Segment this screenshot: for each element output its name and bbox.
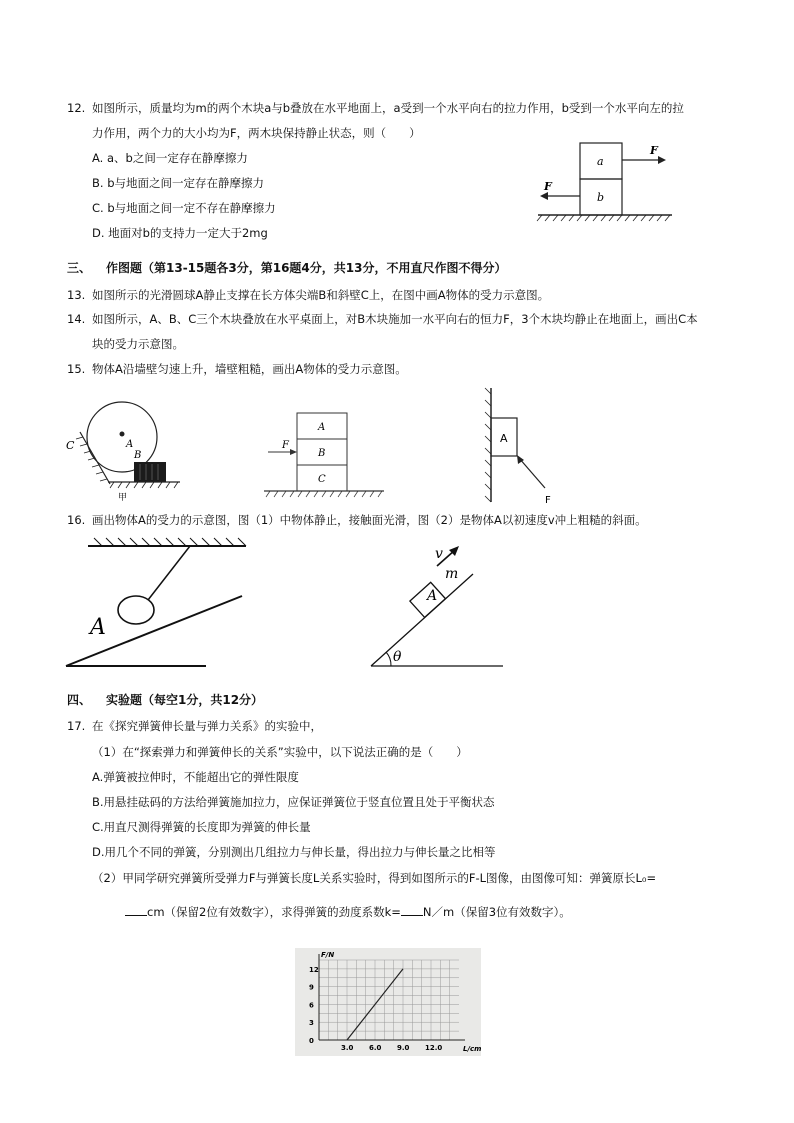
ball-a-label: A — [126, 439, 134, 450]
fl-chart — [295, 948, 481, 1056]
fig14-figure — [262, 410, 392, 500]
q17-number: 17. — [67, 719, 86, 733]
q17-sub2-line2 — [125, 905, 571, 919]
block-b — [134, 462, 166, 482]
q12-figure — [530, 138, 680, 228]
q12-option-b: B. b与地面之间一定存在静摩擦力 — [92, 176, 264, 190]
q17-intro: 在《探究弹簧伸长量与弹力关系》的实验中， — [92, 719, 322, 733]
force-right-head — [658, 156, 666, 164]
q14-line2: 块的受力示意图。 — [92, 337, 184, 351]
theta-arc — [386, 652, 391, 666]
q12-option-d: D. 地面对b的支持力一定大于2mg — [92, 226, 268, 240]
blank-k[interactable] — [401, 905, 423, 916]
q17-option-d: D.用几个不同的弹簧，分别测出几组拉力与伸长量，得出拉力与伸长量之比相等 — [92, 845, 496, 859]
fig13-figure — [60, 392, 190, 502]
fig16b-figure — [365, 542, 515, 672]
q12-option-c: C. b与地面之间一定不存在静摩擦力 — [92, 201, 276, 215]
rope — [148, 546, 190, 600]
y-axis-label: F/N — [321, 951, 335, 959]
force-left-head — [540, 192, 548, 200]
force-f-label: F — [545, 495, 551, 506]
q14-number: 14. — [67, 312, 86, 326]
fig15-figure — [475, 386, 565, 506]
block-b-label: B — [134, 450, 142, 461]
x-tick-label: 12.0 — [425, 1044, 443, 1052]
q17-option-a: A.弹簧被拉伸时，不能超出它的弹性限度 — [92, 770, 299, 784]
q17-sub2-b: N／m（保留3位有效数字）。 — [422, 905, 571, 919]
q16-text: 画出物体A的受力的示意图，图（1）中物体静止，接触面光滑，图（2）是物体A以初速度v冲上粗糙的斜面。 — [92, 513, 647, 527]
q12-number: 12. — [67, 101, 86, 115]
block-a-label: A — [500, 432, 508, 445]
fig16a-figure — [62, 536, 242, 676]
q17-option-c: C.用直尺测得弹簧的长度即为弹簧的伸长量 — [92, 820, 311, 834]
y-tick-label: 9 — [309, 983, 314, 992]
force-right-label: F — [650, 144, 658, 157]
section4-title: 实验题（每空1分，共12分） — [106, 693, 264, 707]
force-left-label: F — [544, 180, 552, 193]
block-a-label: A — [427, 588, 438, 604]
ball-a — [118, 596, 154, 624]
x-tick-label: 9.0 — [397, 1044, 410, 1052]
theta-label: θ — [393, 649, 402, 665]
q12-line2: 力作用，两个力的大小均为F，两木块保持静止状态，则（ ） — [92, 126, 421, 140]
x-tick-label: 6.0 — [369, 1044, 382, 1052]
block-b-label: B — [318, 448, 326, 459]
q15-number: 15. — [67, 362, 86, 376]
section3-title: 作图题（第13-15题各3分，第16题4分，共13分，不用直尺作图不得分） — [106, 261, 507, 275]
q15-text: 物体A沿墙壁匀速上升，墙壁粗糙，画出A物体的受力示意图。 — [92, 362, 407, 376]
q14-line1: 如图所示，A、B、C三个木块叠放在水平桌面上，对B木块施加一水平向右的恒力F，3个木块均静止在地面上，画出C本 — [92, 312, 698, 326]
section4-index: 四、 — [67, 693, 92, 707]
fig13-caption: 甲 — [118, 493, 128, 503]
q16-number: 16. — [67, 513, 86, 527]
y-tick-label: 3 — [309, 1019, 314, 1028]
q17-sub1: （1）在“探索弹力和弹簧伸长的关系”实验中，以下说法正确的是（ ） — [92, 745, 468, 759]
force-f-line — [519, 458, 545, 488]
x-tick-label: 3.0 — [341, 1044, 354, 1052]
y-tick-label: 6 — [309, 1001, 314, 1010]
velocity-label: v — [435, 546, 443, 562]
q17-option-b: B.用悬挂砝码的方法给弹簧施加拉力，应保证弹簧位于竖直位置且处于平衡状态 — [92, 795, 495, 809]
block-a-label: a — [597, 155, 604, 168]
force-f-head — [290, 449, 297, 455]
q13-number: 13. — [67, 288, 86, 302]
q17-sub2-a: cm（保留2位有效数字），求得弹簧的劲度系数k= — [147, 905, 401, 919]
y-tick-label: 0 — [309, 1037, 314, 1045]
block-c-label: C — [318, 474, 326, 485]
q12-line1: 如图所示，质量均为m的两个木块a与b叠放在水平地面上，a受到一个水平向右的拉力作用，b受到一个水平向左的拉 — [92, 101, 684, 115]
fl-chart-photo — [295, 948, 481, 1056]
y-tick-label: 12 — [309, 965, 319, 974]
x-axis-label: L/cm — [463, 1045, 482, 1053]
force-f-label: F — [282, 440, 289, 451]
q17-sub2-line1: （2）甲同学研究弹簧所受弹力F与弹簧长度L关系实验时，得到如图所示的F-L图像，由图像可知：弹簧原长L₀= — [92, 871, 657, 885]
wall-c-label: C — [66, 439, 75, 452]
block-a-label: A — [318, 422, 326, 433]
q12-option-a: A. a、b之间一定存在静摩擦力 — [92, 151, 248, 165]
q13-text: 如图所示的光滑圆球A静止支撑在长方体尖端B和斜壁C上，在图中画A物体的受力示意图。 — [92, 288, 550, 302]
block-b-label: b — [597, 191, 605, 204]
ball-center — [120, 432, 125, 437]
ball-a-label: A — [90, 615, 106, 640]
blank-l0[interactable] — [125, 905, 147, 916]
mass-m-label: m — [445, 566, 459, 582]
section3-index: 三、 — [67, 261, 92, 275]
